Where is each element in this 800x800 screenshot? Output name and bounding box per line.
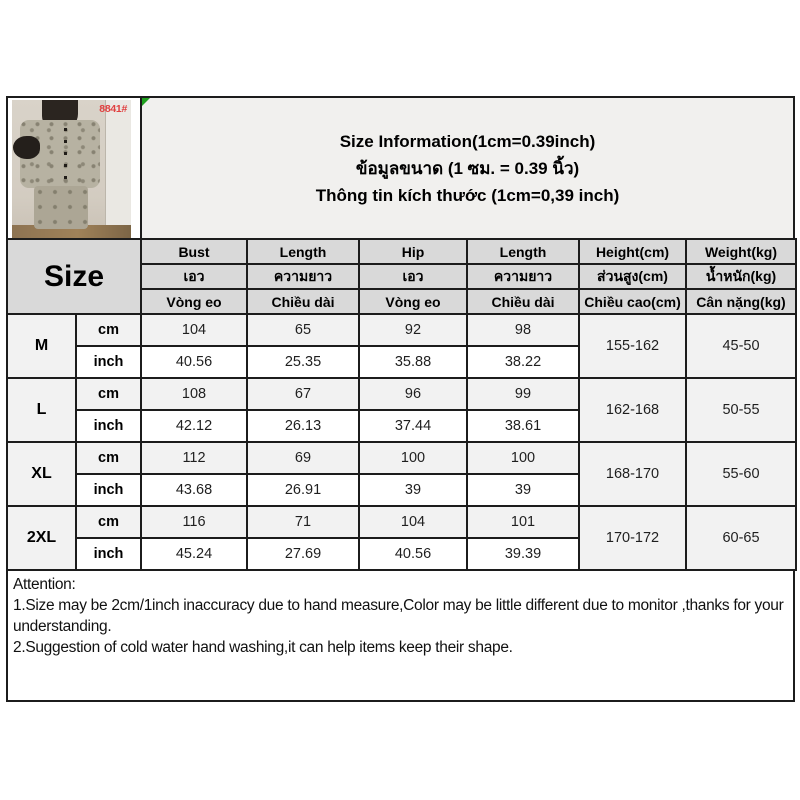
value-cell: 35.88 (359, 346, 467, 378)
header-length-vi: Chiều dài (247, 289, 359, 314)
size-label-m: M (7, 314, 76, 378)
size-label-2xl: 2XL (7, 506, 76, 570)
value-cell: 37.44 (359, 410, 467, 442)
value-cell: 96 (359, 378, 467, 410)
size-table (6, 238, 797, 571)
unit-label: cm (76, 378, 141, 410)
value-cell: 108 (141, 378, 247, 410)
unit-label: cm (76, 314, 141, 346)
height-range-cell: 162-168 (579, 378, 686, 442)
value-cell: 104 (141, 314, 247, 346)
attention-heading: Attention: (13, 576, 76, 593)
attention-section (6, 571, 795, 702)
header-height-en: Height(cm) (579, 239, 686, 264)
size-table-header (7, 239, 796, 314)
photo-pajama-pants (34, 186, 88, 229)
header-length2-vi: Chiều dài (467, 289, 579, 314)
size-label-xl: XL (7, 442, 76, 506)
value-cell: 45.24 (141, 538, 247, 570)
photo-pajama-buttons (64, 128, 67, 188)
size-label-l: L (7, 378, 76, 442)
value-cell: 98 (467, 314, 579, 346)
value-cell: 101 (467, 506, 579, 538)
product-code-label: 8841# (99, 103, 127, 115)
cell-corner-marker-icon (142, 98, 150, 106)
attention-note-1: 1.Size may be 2cm/1inch inaccuracy due to hand measure,Color may be little different due to monitor ,thanks for your understanding. (13, 597, 784, 635)
photo-dark-bag (13, 136, 40, 159)
product-photo (8, 98, 142, 238)
header-length2-th: ความยาว (467, 264, 579, 289)
table-row (7, 442, 796, 474)
value-cell: 42.12 (141, 410, 247, 442)
height-range-cell: 170-172 (579, 506, 686, 570)
header-height-vi: Chiều cao(cm) (579, 289, 686, 314)
height-range-cell: 168-170 (579, 442, 686, 506)
unit-label: inch (76, 474, 141, 506)
value-cell: 43.68 (141, 474, 247, 506)
header-row-english (7, 239, 796, 264)
title-vietnamese: Thông tin kích thước (1cm=0,39 inch) (315, 186, 620, 205)
header-bust-vi: Vòng eo (141, 289, 247, 314)
size-table-body (7, 314, 796, 570)
value-cell: 65 (247, 314, 359, 346)
header-bust-en: Bust (141, 239, 247, 264)
value-cell: 39 (467, 474, 579, 506)
product-photo-image (12, 100, 131, 238)
title-english: Size Information(1cm=0.39inch) (339, 132, 596, 151)
weight-range-cell: 60-65 (686, 506, 796, 570)
unit-label: cm (76, 442, 141, 474)
value-cell: 40.56 (359, 538, 467, 570)
header-hip-en: Hip (359, 239, 467, 264)
unit-label: cm (76, 506, 141, 538)
header-bust-th: เอว (141, 264, 247, 289)
height-range-cell: 155-162 (579, 314, 686, 378)
header-weight-en: Weight(kg) (686, 239, 796, 264)
weight-range-cell: 50-55 (686, 378, 796, 442)
unit-label: inch (76, 538, 141, 570)
header-height-th: ส่วนสูง(cm) (579, 264, 686, 289)
value-cell: 40.56 (141, 346, 247, 378)
table-row (7, 378, 796, 410)
unit-label: inch (76, 346, 141, 378)
header-hip-th: เอว (359, 264, 467, 289)
photo-door-background (105, 100, 131, 225)
value-cell: 112 (141, 442, 247, 474)
header-weight-vi: Cân nặng(kg) (686, 289, 796, 314)
value-cell: 25.35 (247, 346, 359, 378)
unit-label: inch (76, 410, 141, 442)
size-corner-label: Size (7, 239, 141, 314)
value-cell: 39.39 (467, 538, 579, 570)
weight-range-cell: 55-60 (686, 442, 796, 506)
header-length2-en: Length (467, 239, 579, 264)
value-cell: 26.13 (247, 410, 359, 442)
attention-note-2: 2.Suggestion of cold water hand washing,it can help items keep their shape. (13, 639, 513, 656)
value-cell: 26.91 (247, 474, 359, 506)
value-cell: 100 (359, 442, 467, 474)
value-cell: 38.61 (467, 410, 579, 442)
title-thai: ข้อมูลขนาด (1 ซม. = 0.39 นิ้ว) (355, 159, 580, 178)
value-cell: 38.22 (467, 346, 579, 378)
header-length-en: Length (247, 239, 359, 264)
value-cell: 27.69 (247, 538, 359, 570)
size-chart-panel (6, 96, 795, 702)
value-cell: 39 (359, 474, 467, 506)
value-cell: 116 (141, 506, 247, 538)
value-cell: 104 (359, 506, 467, 538)
value-cell: 71 (247, 506, 359, 538)
value-cell: 100 (467, 442, 579, 474)
header-length-th: ความยาว (247, 264, 359, 289)
weight-range-cell: 45-50 (686, 314, 796, 378)
value-cell: 99 (467, 378, 579, 410)
value-cell: 92 (359, 314, 467, 346)
value-cell: 69 (247, 442, 359, 474)
table-row (7, 314, 796, 346)
header-section (6, 96, 795, 238)
value-cell: 67 (247, 378, 359, 410)
header-hip-vi: Vòng eo (359, 289, 467, 314)
size-information-title (142, 98, 793, 238)
header-weight-th: น้ำหนัก(kg) (686, 264, 796, 289)
table-row (7, 506, 796, 538)
